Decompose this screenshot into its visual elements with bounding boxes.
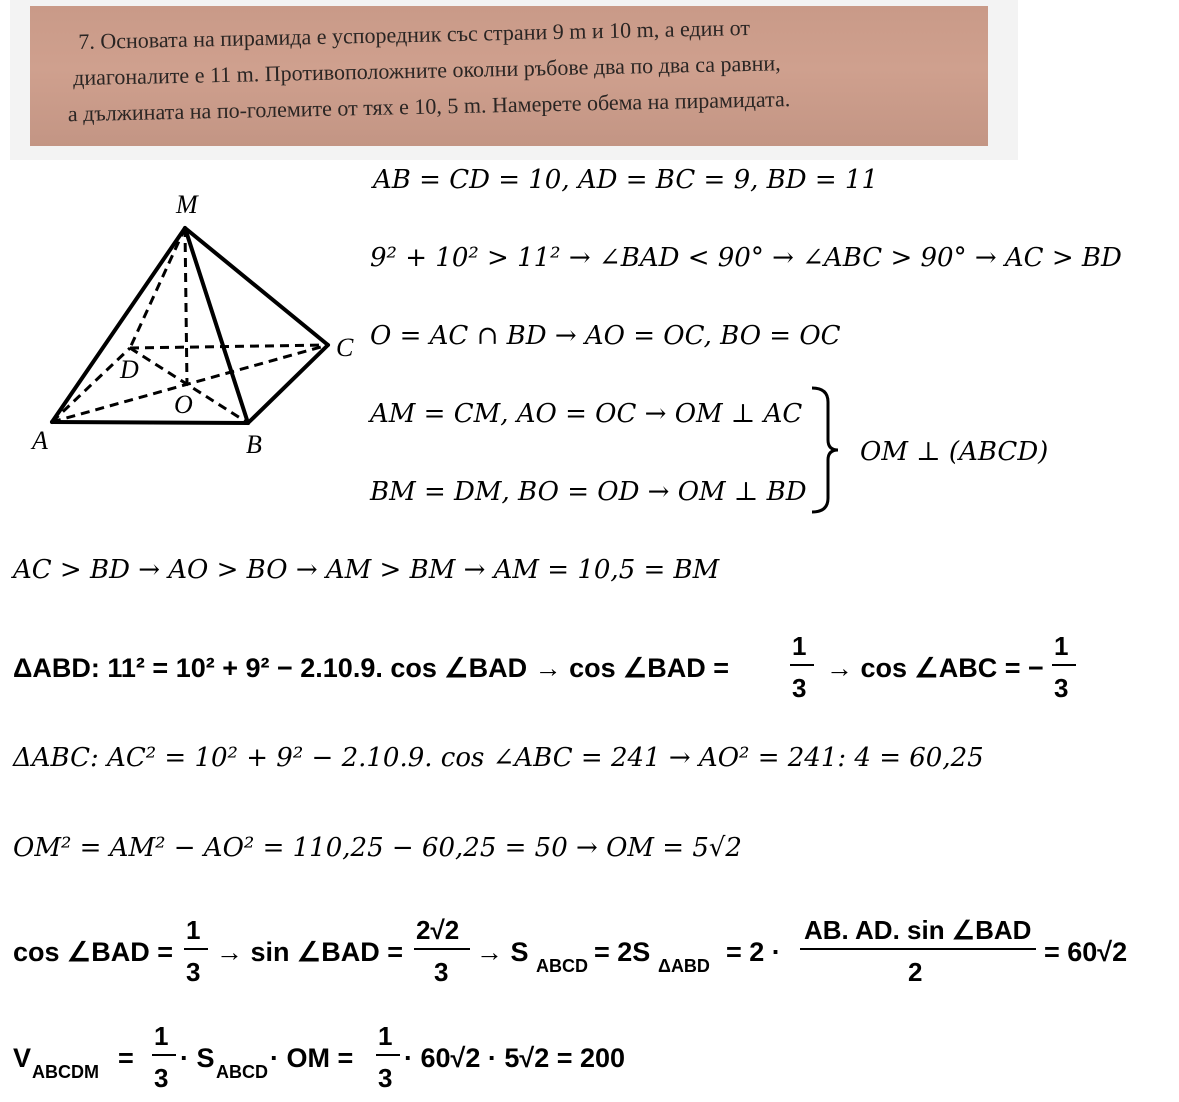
fraction-bar-a [790,664,814,666]
label-m: M [176,190,198,219]
solution-line-7-prefix: ΔABD: 11² = 10² + 9² − 2.10.9. cos ∠BAD → cos ∠BAD = [13,653,730,683]
fraction-bar-b [1052,664,1076,666]
line10-result: = 60√2 [1044,937,1128,967]
edge-ad [52,348,130,422]
problem-line-3: а дължината на по-големите от тях е 10, 5 m. Намерете обема на пирамидата. [67,86,791,127]
line10-s: → S [476,937,529,967]
frac-num-a: 1 [792,631,807,661]
right-brace [810,384,850,516]
edge-mb [185,228,248,423]
solution-line-3: O = AC ∩ BD → AO = OC, BO = OC [370,321,841,351]
label-o: O [174,390,193,419]
solution-line-5: BM = DM, BO = OD → OM ⊥ BD [370,477,807,507]
pyramid-figure [20,190,360,464]
solution-line-1: AB = CD = 10, AD = BC = 9, BD = 11 [373,165,879,195]
line10-sin: → sin ∠BAD = [216,937,403,967]
edge-md [130,228,185,348]
l10-frac2-bar [414,948,470,950]
solution-line-7-mid: → cos ∠ABC = − [826,653,1044,683]
line11-result: · 60√2 · 5√2 = 200 [404,1043,626,1073]
frac-den-b: 3 [1054,673,1069,703]
line10-2s-sub: ΔABD [658,956,710,976]
l11-frac1-num: 1 [154,1021,169,1051]
label-c: C [336,333,354,362]
height-mo [185,228,187,385]
l11-frac2-num: 1 [378,1021,393,1051]
l10-frac1-bar [184,948,208,950]
l11-frac2-den: 3 [378,1063,393,1093]
line10-s-sub: ABCD [536,956,588,976]
solution-line-6: AC > BD → AO > BO → AM > BM → AM = 10,5 = BM [13,555,720,585]
solution-line-4: AM = CM, AO = OC → OM ⊥ AC [370,399,803,429]
line11-v: V [13,1043,32,1073]
frac-den-a: 3 [792,673,807,703]
line10-2dot: = 2 · [726,937,781,967]
solution-line-9: OM² = AM² − AO² = 110,25 − 60,25 = 50 → OM = 5√2 [13,833,742,863]
l11-frac1-bar [152,1054,176,1056]
solution-line-8: ΔABC: AC² = 10² + 9² − 2.10.9. cos ∠ABC = 241 → AO² = 241: 4 = 60,25 [13,743,984,773]
problem-photo [10,0,1018,160]
label-d: D [120,355,139,384]
brace-result: OM ⊥ (ABCD) [860,437,1049,467]
problem-line-2: диагоналите е 11 m. Противоположните околни ръбове два по два са равни, [72,50,781,91]
line10-2s: = 2S [594,937,651,967]
line11-v-sub: ABCDM [32,1062,99,1082]
line11-om: · OM = [270,1043,354,1073]
edge-ma [52,228,185,422]
label-b: B [246,430,262,459]
l11-frac1-den: 3 [154,1063,169,1093]
problem-photo-paper [30,6,988,146]
line10-cos: cos ∠BAD = [13,937,173,967]
l10-frac3-num: AB. AD. sin ∠BAD [804,915,1032,945]
line11-eq: = [118,1043,134,1073]
l10-frac1-num: 1 [186,915,201,945]
problem-text [67,5,980,132]
edge-dc [130,345,328,348]
edge-mc [185,228,328,345]
solution-line-2: 9² + 10² > 11² → ∠BAD < 90° → ∠ABC > 90° → AC > BD [370,243,1122,273]
edge-ab [52,422,248,423]
problem-line-1: 7. Основата на пирамида е успоредник със страни 9 m и 10 m, а един от [78,14,751,54]
label-a: A [32,426,48,455]
l10-frac3-den: 2 [908,957,923,987]
line11-s: · S [180,1043,215,1073]
l10-frac2-num: 2√2 [416,915,460,945]
l10-frac1-den: 3 [186,957,201,987]
line11-s-sub: ABCD [216,1062,268,1082]
l10-frac2-den: 3 [434,957,449,987]
l10-frac3-bar [800,948,1036,950]
frac-num-b: 1 [1054,631,1069,661]
l11-frac2-bar [376,1054,400,1056]
